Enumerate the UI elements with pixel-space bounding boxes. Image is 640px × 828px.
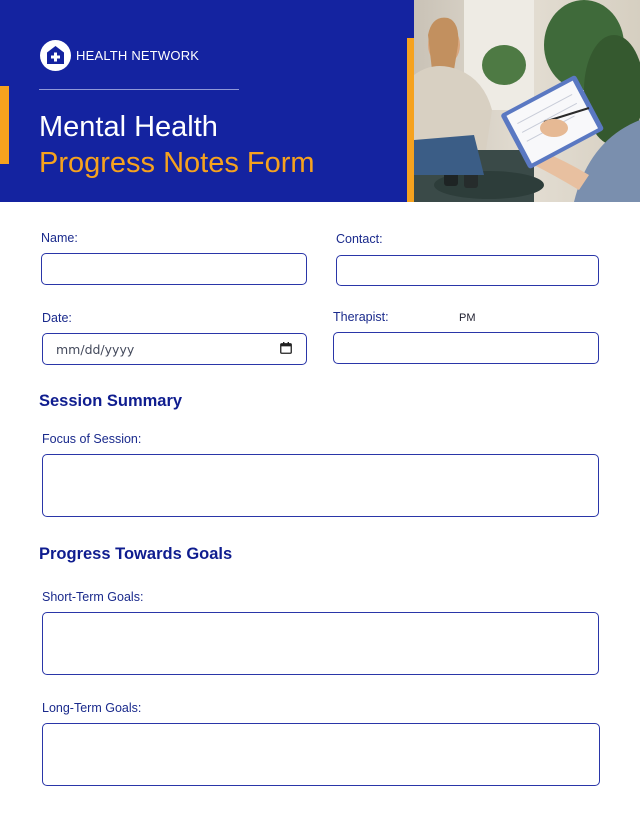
- name-label: Name:: [41, 231, 78, 245]
- long-term-goals-label: Long-Term Goals:: [42, 701, 142, 715]
- page-subtitle: Progress Notes Form: [39, 147, 315, 179]
- date-placeholder: mm/dd/yyyy: [56, 341, 135, 357]
- session-summary-heading: Session Summary: [39, 392, 183, 410]
- medical-cross-icon: [40, 40, 71, 71]
- therapy-session-photo: [414, 0, 640, 202]
- brand-name: HEALTH NETWORK: [76, 48, 200, 63]
- name-input[interactable]: [41, 253, 307, 285]
- focus-of-session-label: Focus of Session:: [42, 432, 142, 446]
- short-term-goals-label: Short-Term Goals:: [42, 590, 144, 604]
- calendar-icon[interactable]: [280, 342, 292, 357]
- brand-logo: [40, 40, 199, 71]
- short-term-goals-textarea[interactable]: [42, 612, 599, 675]
- page-title: Mental Health: [39, 111, 218, 143]
- therapist-time-suffix: PM: [459, 312, 476, 324]
- date-label: Date:: [42, 311, 72, 325]
- therapist-input[interactable]: [333, 332, 599, 364]
- focus-of-session-textarea[interactable]: [42, 454, 599, 517]
- therapist-label: Therapist:: [333, 310, 389, 324]
- contact-input[interactable]: [336, 255, 599, 286]
- header-divider: [39, 89, 239, 90]
- date-input[interactable]: [42, 333, 307, 365]
- accent-bar-left: [0, 86, 9, 164]
- progress-goals-heading: Progress Towards Goals: [39, 545, 233, 563]
- long-term-goals-textarea[interactable]: [42, 723, 600, 786]
- contact-label: Contact:: [336, 232, 383, 246]
- accent-bar-right: [407, 38, 414, 202]
